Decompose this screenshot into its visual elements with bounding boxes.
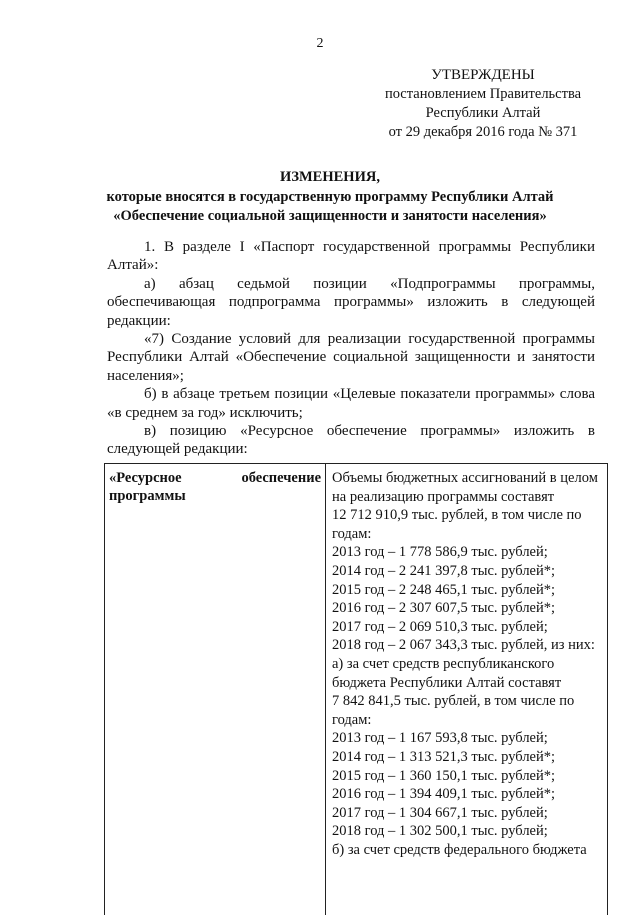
table-value-line: годам: <box>332 525 372 542</box>
resource-table <box>104 463 608 915</box>
heading-title: ИЗМЕНЕНИЯ, <box>280 169 380 185</box>
table-value-line: годам: <box>332 711 372 728</box>
table-value-line: 2016 год – 1 394 409,1 тыс. рублей*; <box>332 786 556 803</box>
table-value-line: 2018 год – 1 302 500,1 тыс. рублей; <box>332 823 548 840</box>
paragraph-3: «7) Создание условий для реализации государственной программы Республики Алтай «Обеспечение социальной защищенности и занятости населения»; <box>107 331 595 384</box>
table-value-line: 7 842 841,5 тыс. рублей, в том числе по <box>332 693 575 710</box>
approval-stamp <box>360 66 606 142</box>
approval-line: постановлением Правительства <box>384 86 582 102</box>
heading-line: «Обеспечение социальной защищенности и занятости населения» <box>113 208 547 224</box>
table-value-line: 2016 год – 2 307 607,5 тыс. рублей*; <box>332 600 556 617</box>
table-value-line: 12 712 910,9 тыс. рублей, в том числе по <box>332 507 582 524</box>
table-value-line: 2013 год – 1 167 593,8 тыс. рублей; <box>332 730 548 747</box>
approval-line: Республики Алтай <box>425 105 541 121</box>
table-value-line: 2018 год – 2 067 343,3 тыс. рублей, из них: <box>332 637 595 654</box>
table-value-line: 2015 год – 1 360 150,1 тыс. рублей*; <box>332 767 556 784</box>
table-label-cell <box>105 464 326 915</box>
table-value-line: а) за счет средств республиканского <box>332 655 555 672</box>
document-heading <box>60 168 600 227</box>
table-value-cell <box>326 464 607 859</box>
table-value-line: на реализацию программы составят <box>332 488 555 505</box>
paragraph-4: б) в абзаце третьем позиции «Целевые показатели программы» слова «в среднем за год» исключить; <box>107 386 595 421</box>
table-label-line: «Ресурсное обеспечение <box>109 470 321 486</box>
body-text <box>107 238 595 459</box>
approval-title: УТВЕРЖДЕНЫ <box>431 67 535 83</box>
table-value-line: Объемы бюджетных ассигнований в целом <box>332 470 598 486</box>
heading-line: которые вносятся в государственную программу Республики Алтай <box>106 188 554 205</box>
page-number: 2 <box>316 36 324 51</box>
table-value-line: 2015 год – 2 248 465,1 тыс. рублей*; <box>332 581 556 598</box>
table-value-line: 2013 год – 1 778 586,9 тыс. рублей; <box>332 544 548 561</box>
table-value-line: 2014 год – 1 313 521,3 тыс. рублей*; <box>332 748 556 765</box>
table-value-line: 2014 год – 2 241 397,8 тыс. рублей*; <box>332 562 556 579</box>
paragraph-2: а) абзац седьмой позиции «Подпрограммы программы, обеспечивающая подпрограмма программы» изложить в следующей редакции: <box>107 275 595 329</box>
approval-line: от 29 декабря 2016 года № 371 <box>388 124 578 140</box>
table-label-line: программы <box>109 488 186 504</box>
table-value-line: б) за счет средств федерального бюджета <box>332 841 587 858</box>
table-value-line: 2017 год – 1 304 667,1 тыс. рублей; <box>332 804 548 821</box>
paragraph-5: в) позицию «Ресурсное обеспечение программы» изложить в следующей редакции: <box>107 423 595 458</box>
table-value-line: 2017 год – 2 069 510,3 тыс. рублей; <box>332 618 548 635</box>
table-value-line: бюджета Республики Алтай составят <box>332 674 562 691</box>
paragraph-1: 1. В разделе I «Паспорт государственной программы Республики Алтай»: <box>107 239 595 274</box>
